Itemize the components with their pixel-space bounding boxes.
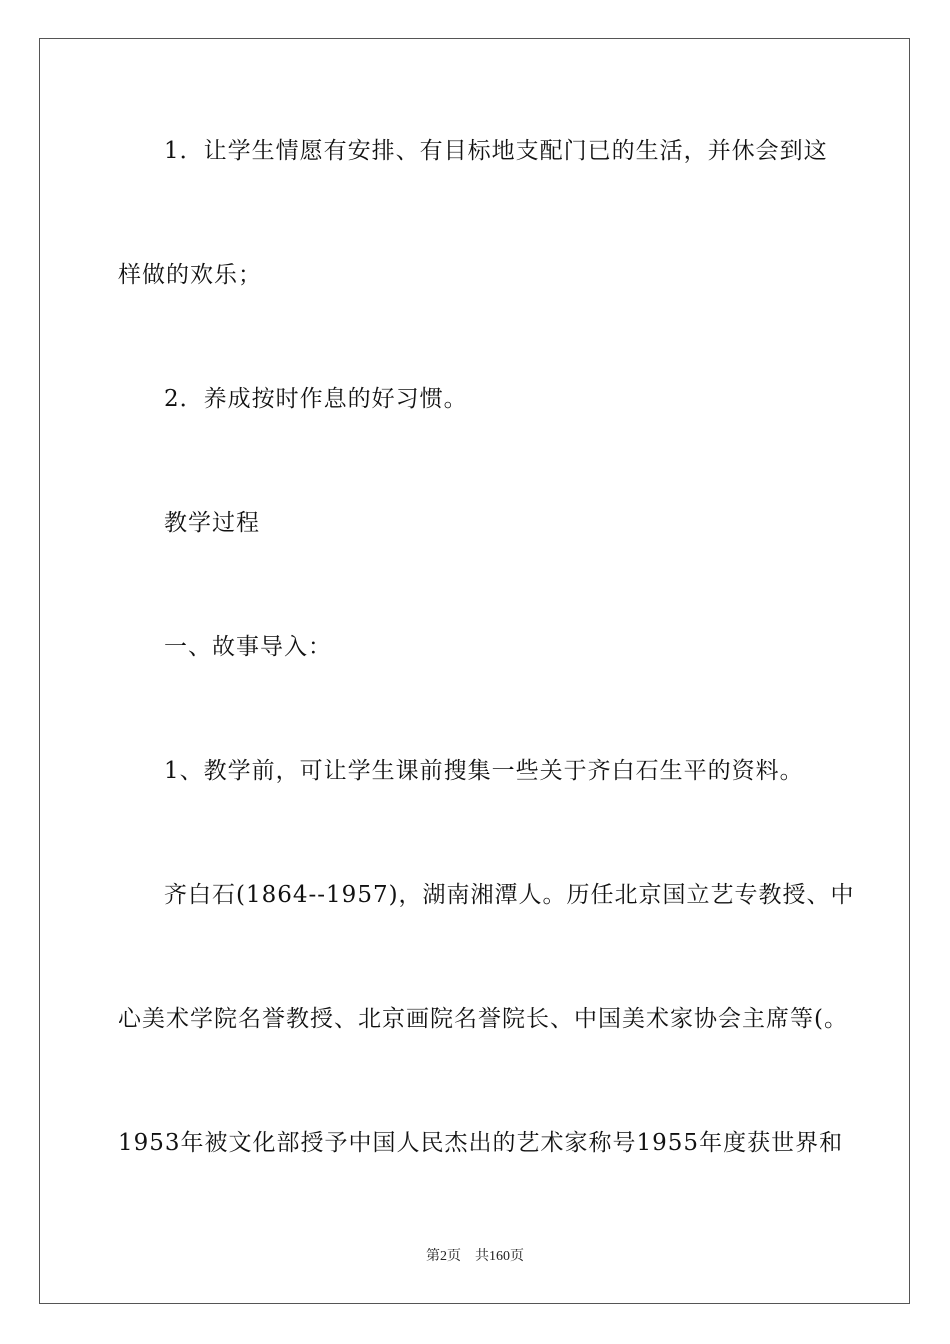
text-line: 心美术学院名誉教授、北京画院名誉院长、中国美术家协会主席等(。 bbox=[118, 1006, 848, 1032]
page-frame bbox=[39, 38, 910, 1304]
text-line: 样做的欢乐； bbox=[118, 262, 262, 288]
text-line: 1．让学生情愿有安排、有目标地支配门已的生活，并休会到这 bbox=[164, 138, 828, 164]
total-pages: 共160页 bbox=[475, 1249, 524, 1264]
text-line: 教学过程 bbox=[164, 510, 260, 536]
text-line: 一、故事导入： bbox=[164, 634, 332, 660]
text-line: 1、教学前，可让学生课前搜集一些关于齐白石生平的资料。 bbox=[164, 758, 804, 784]
page-footer bbox=[0, 1245, 950, 1265]
text-line: 2．养成按时作息的好习惯。 bbox=[164, 386, 468, 412]
text-line: 1953年被文化部授予中国人民杰出的艺术家称号1955年度获世界和 bbox=[118, 1130, 844, 1156]
page-number: 第2页 bbox=[426, 1249, 461, 1264]
text-line: 齐白石(1864--1957)，湖南湘潭人。历任北京国立艺专教授、中 bbox=[164, 882, 855, 908]
